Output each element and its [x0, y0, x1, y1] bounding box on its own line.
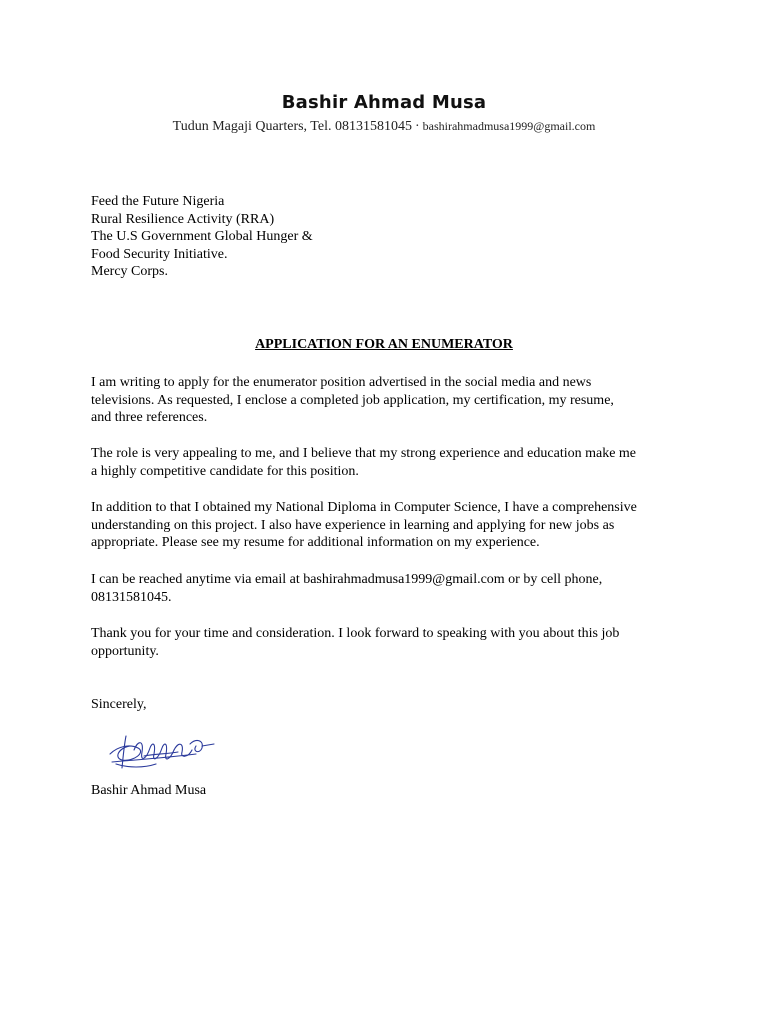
- body-paragraph-5: [91, 625, 691, 660]
- body-line: The role is very appealing to me, and I believe that my strong experience and education make me: [91, 446, 637, 461]
- signer-name: Bashir Ahmad Musa: [91, 783, 207, 798]
- body-paragraph-1: [91, 374, 691, 427]
- body-paragraph-3: [91, 499, 691, 552]
- body-paragraph-2: [91, 445, 691, 480]
- body-line: In addition to that I obtained my National Diploma in Computer Science, I have a comprehensive: [91, 500, 637, 515]
- recipient-address-block: [91, 193, 313, 281]
- closing-salutation: Sincerely,: [91, 697, 147, 712]
- body-line: and three references.: [91, 410, 208, 426]
- recipient-line: Mercy Corps.: [91, 264, 168, 280]
- body-paragraph-4: [91, 571, 691, 606]
- contact-separator: ·: [414, 119, 420, 134]
- recipient-line: Rural Resilience Activity (RRA): [91, 211, 275, 227]
- body-line: appropriate. Please see my resume for additional information on my experience.: [91, 535, 540, 551]
- letter-subject: APPLICATION FOR AN ENUMERATOR: [255, 337, 513, 352]
- body-line: a highly competitive candidate for this position.: [91, 463, 359, 479]
- recipient-line: Feed the Future Nigeria: [91, 194, 225, 209]
- body-line: televisions. As requested, I enclose a completed job application, my certification, my resume,: [91, 392, 614, 408]
- sender-email: bashirahmadmusa1999@gmail.com: [422, 119, 596, 133]
- body-line: opportunity.: [91, 643, 159, 659]
- body-line: understanding on this project. I also have experience in learning and applying for new jobs as: [91, 517, 615, 533]
- body-line: I am writing to apply for the enumerator position advertised in the social media and news: [91, 375, 592, 390]
- handwritten-signature: [104, 724, 224, 774]
- sender-name: Bashir Ahmad Musa: [281, 92, 487, 113]
- recipient-line: The U.S Government Global Hunger &: [91, 229, 313, 245]
- recipient-line: Food Security Initiative.: [91, 246, 228, 262]
- body-line: 08131581045.: [91, 589, 172, 605]
- sender-address: Tudun Magaji Quarters, Tel. 08131581045: [172, 119, 412, 134]
- sender-contact-line: [0, 119, 768, 135]
- body-line: I can be reached anytime via email at bashirahmadmusa1999@gmail.com or by cell phone,: [91, 572, 603, 587]
- body-line: Thank you for your time and consideration. I look forward to speaking with you about this job: [91, 626, 620, 641]
